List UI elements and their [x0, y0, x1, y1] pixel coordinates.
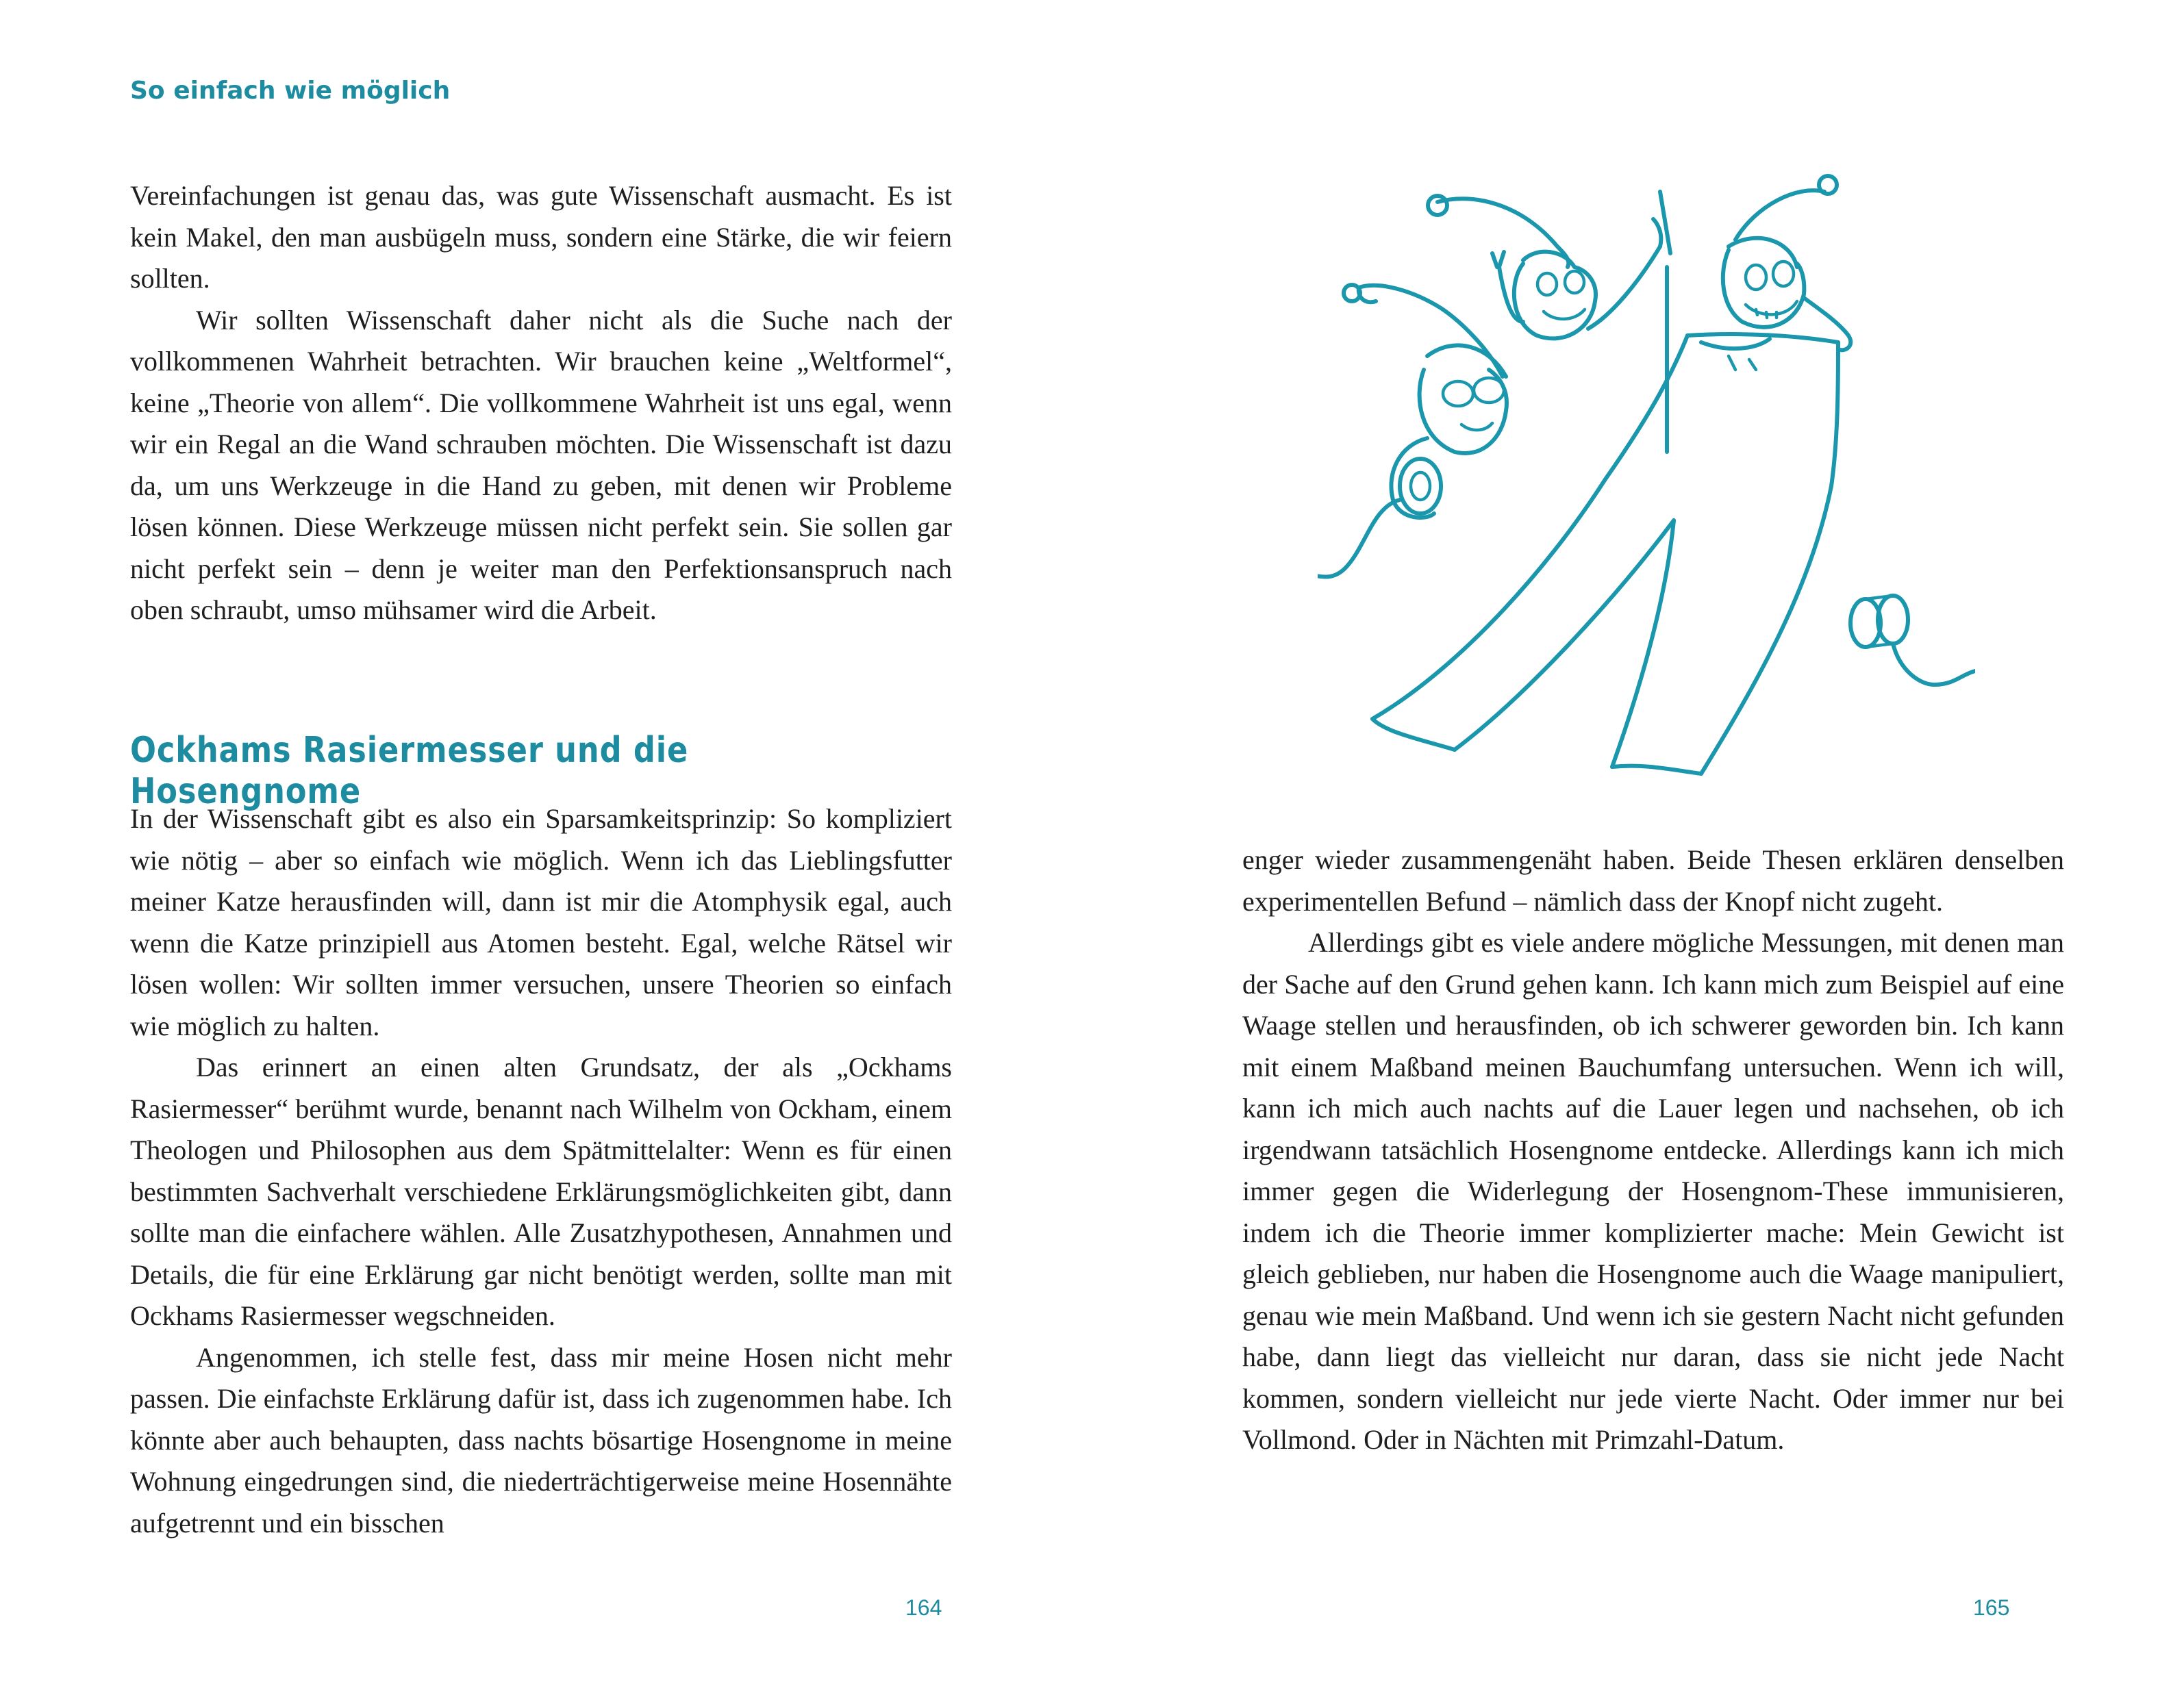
left-text-top [130, 175, 952, 631]
right-text [1242, 839, 2064, 1461]
running-head: So einfach wie möglich [130, 77, 451, 105]
paragraph: Wir sollten Wissenschaft daher nicht als die Suche nach der vollkommenen Wahrheit betrachten. Wir brauchen keine „Weltformel“, keine „Theorie von allem“. Die vollkommene Wahrheit ist uns egal, wenn wir ein Regal an die Wand schrauben möchten. Die Wissenschaft ist dazu da, um uns Werkzeuge in die Hand zu geben, mit denen wir Probleme lösen können. Diese Werkzeuge müssen nicht perfekt sein. Sie sollen gar nicht perfekt sein – denn je weiter man den Perfektionsanspruch nach oben schraubt, umso mühsamer wird die Arbeit. [130, 304, 952, 625]
right-page [1092, 0, 2184, 1698]
page-number: 165 [1973, 1595, 2010, 1620]
paragraph: Angenommen, ich stelle fest, dass mir meine Hosen nicht mehr passen. Die einfachste Erklärung dafür ist, dass ich zugenommen habe. Ich könnte aber auch behaupten, dass nachts bösartige Hosengnome in meine Wohnung eingedrungen sind, die niederträchtigerweise meine Hosennähte aufgetrennt und ein bisschen [130, 1341, 952, 1538]
paragraph: enger wieder zusammengenäht haben. Beide Thesen erklären denselben experimentellen Befund – nämlich dass der Knopf nicht zugeht. [1242, 844, 2064, 917]
paragraph: In der Wissenschaft gibt es also ein Sparsamkeitsprinzip: So kompliziert wie nötig – aber so einfach wie möglich. Wenn ich das Lieblingsfutter meiner Katze herausfinden will, dann ist mir die Atomphysik egal, auch wenn die Katze prinzipiell aus Atomen besteht. Egal, welche Rätsel wir lösen wollen: Wir sollten immer versuchen, unsere Theorien so einfach wie möglich zu halten. [130, 803, 952, 1041]
paragraph: Das erinnert an einen alten Grundsatz, der als „Ockhams Rasiermesser“ berühmt wurde, benannt nach Wilhelm von Ockham, einem Theologen und Philosophen aus dem Spätmittelalter: Wenn es für einen bestimmten Sachverhalt verschiedene Erklärungsmöglichkeiten gibt, dann sollte man die einfachere wählen. Alle Zusatzhypothesen, Annahmen und Details, die für eine Erklärung gar nicht benötigt werden, sollte man mit Ockhams Rasiermesser wegschneiden. [130, 1052, 952, 1331]
section-heading: Ockhams Rasiermesser und die Hosengnome [130, 730, 689, 812]
paragraph: Vereinfachungen ist genau das, was gute Wissenschaft ausmacht. Es ist kein Makel, den man ausbügeln muss, sondern eine Stärke, die wir feiern sollten. [130, 180, 952, 294]
paragraph: Allerdings gibt es viele andere mögliche Messungen, mit denen man der Sache auf den Grund gehen kann. Ich kann mich zum Beispiel auf eine Waage stellen und herausfinden, ob ich schwerer geworden bin. Ich kann mit einem Maßband meinen Bauchumfang untersuchen. Wenn ich will, kann ich mich auch nachts auf die Lauer legen und nachsehen, ob ich irgendwann tatsächlich Hosengnome entdecke. Allerdings kann ich mich immer gegen die Widerlegung der Hosengnom-These immunisieren, indem ich die Theorie immer komplizierter mache: Mein Gewicht ist gleich geblieben, nur haben die Hosengnome auch die Waage manipuliert, genau wie mein Maßband. Und wenn ich sie gestern Nacht nicht gefunden habe, dann liegt das vielleicht nur daran, dass sie nicht jede Nacht kommen, sondern vielleicht nur jede vierte Nacht. Oder immer nur bei Vollmond. Oder in Nächten mit Primzahl-Datum. [1242, 927, 2064, 1455]
gnomes-drawing-icon [1318, 164, 1975, 808]
gnomes-illustration [1318, 164, 1975, 808]
page-number: 164 [905, 1595, 942, 1620]
left-text-bottom [130, 798, 952, 1544]
